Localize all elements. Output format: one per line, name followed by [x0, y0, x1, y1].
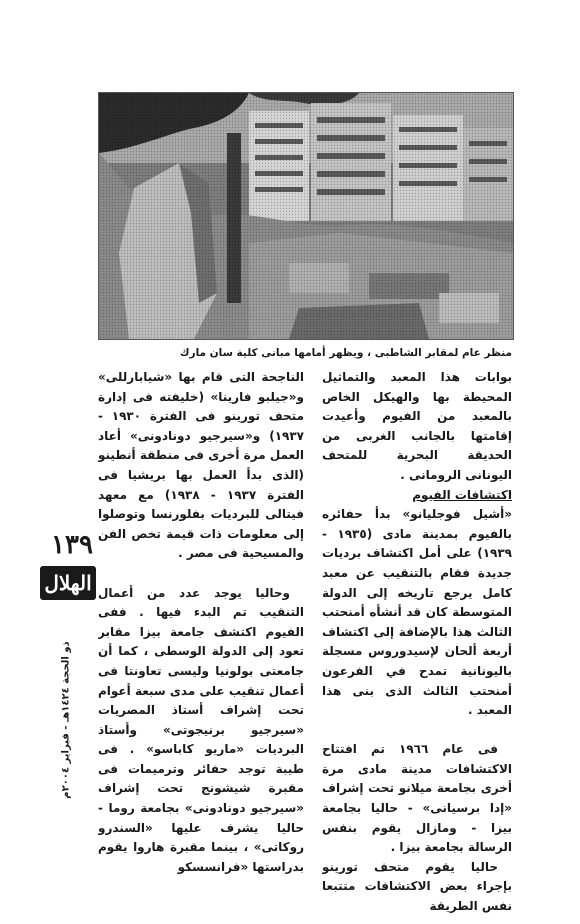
paragraph: فى عام ١٩٦٦ تم افتتاح الاكتشافات مدينة مادى مرة أخرى بجامعة ميلانو تحت إشراف «إدا برسيانى» - حاليا بجامعة بيزا - ومازال يقوم بنفس الرسالة بجامعة بيزا . [322, 742, 512, 855]
page-number: ١٣٩ [51, 530, 93, 560]
photo-caption: منظر عام لمقابر الشاطبى ، ويظهر أمامها مبانى كلية سان مارك [179, 347, 512, 359]
photograph [98, 92, 514, 340]
paragraph: بوابات هذا المعبد والتماثيل المحيطة بها والهيكل الخاص بالمعبد من الفيوم وأعيدت إقامتها بالجانب الغربى من الحديقة البحرية للمتحف اليونانى الرومانى . [322, 370, 512, 482]
issue-date-text: ذو الحجة ١٤٢٤هـ - فبراير ٢٠٠٤م [60, 641, 72, 799]
paragraph: حاليا يقوم متحف تورينو بإجراء بعض الاكتشافات متتبعا نفس الطريقة [322, 859, 512, 914]
magazine-logo: الهلال [40, 566, 96, 600]
issue-date [48, 612, 84, 828]
ruins-photo [99, 93, 513, 339]
text-column-right [322, 368, 512, 924]
paragraph: وحاليا يوجد عدد من أعمال التنقيب تم البدء فيها . ففى الفيوم اكتشف جامعة بيزا مقابر تعود إلى الدولة الوسطى ، كما أن جامعتى بولونيا وليسى تعاونتا فى أعمال تنقيب على مدى سبعة أعوام تحت إشراف أستاذ المصريات «سيرجيو برنيجوتى» وأستاذ البرديات «ماريو كاباسو» . فى طيبة توجد حفائر وترميمات فى مقبرة شيشونج تحت إشراف «سيرجيو دونادونى» بجامعة روما - حاليا يشرف عليها «السندرو روكاتى» ، بينما مقبرة هاروا يقوم بدراستها «فرانسسكو [98, 585, 304, 874]
section-heading: اكتشافات الفيوم [412, 487, 512, 502]
paragraph: «أشيل فوجليانو» بدأ حفائره بالفيوم بمدينة مادى (١٩٣٥ - ١٩٣٩) على أمل اكتشاف برديات جديدة فقام بالتنقيب عن معبد كامل يرجع تاريخه إلى الدولة المتوسطة كان قد أنشأه أمنحتب الثالث هذا بالإضافة إلى اكتشاف أربعة ألحان لإسيدوروس مسجلة باليونانية تمدح في الفرعون أمنحتب الثالث الذى بنى هذا المعبد . [322, 507, 512, 718]
text-column-left [98, 368, 304, 924]
paragraph: الناجحة التى قام بها «شيابارللى» و«جيلبو فارينا» (خليفته فى إدارة متحف تورينو فى الفترة ١٩٣٠ - ١٩٣٧) و«سيرجيو دونادونى» أعاد العمل مرة أخرى فى منطقة أنطينو (الذى بدأ العمل بها بريشيا فى الفترة ١٩٣٧ - ١٩٣٨) مع معهد فيتالى للبرديات بفلورنسا وتوصلوا إلى معلومات ذات قيمة تخص الفن والمسيحية فى مصر . [98, 370, 304, 561]
